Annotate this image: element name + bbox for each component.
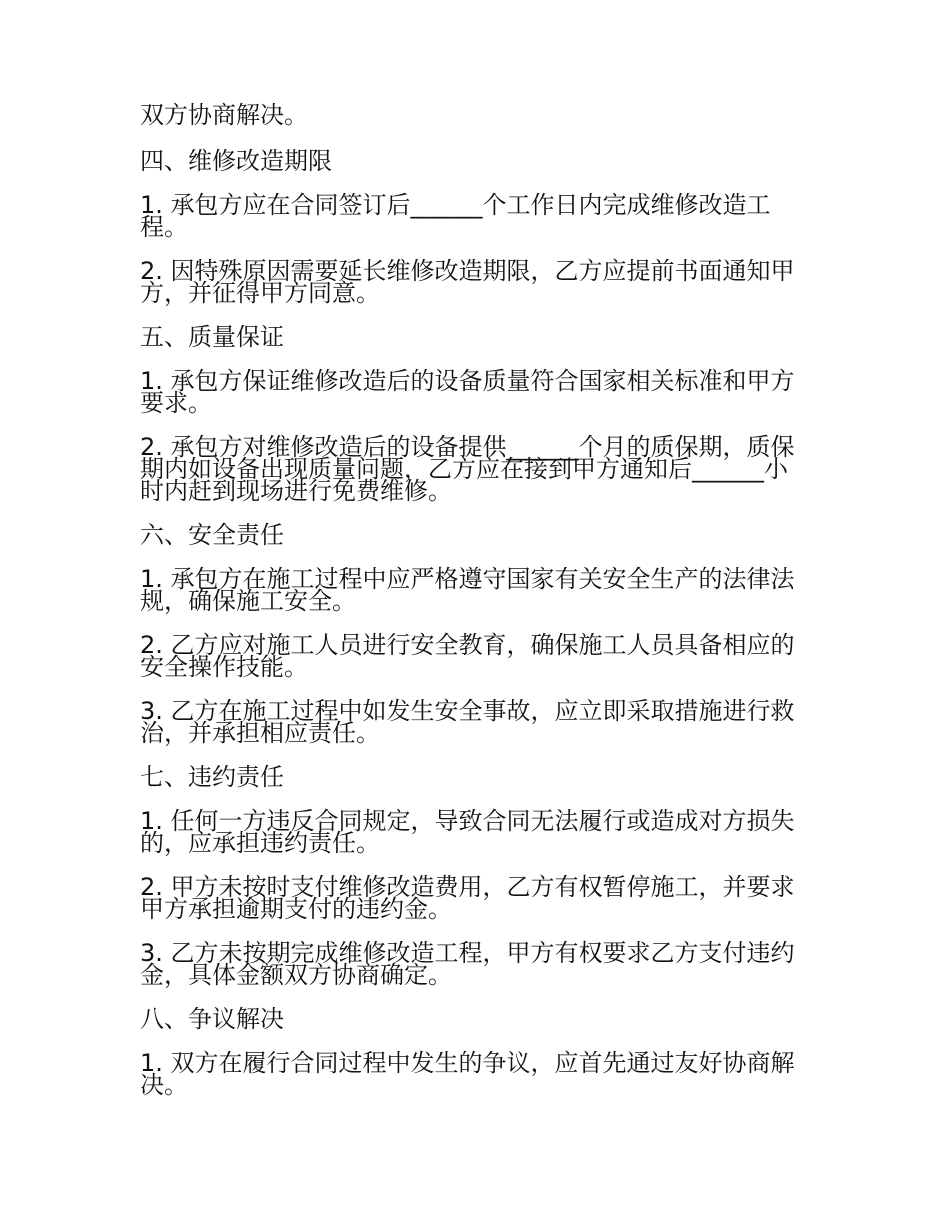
- clause: 3. 乙方在施工过程中如发生安全事故，应立即采取措施进行救治，并承担相应责任。: [140, 697, 795, 747]
- section-quality-assurance: [140, 323, 795, 505]
- clause: 3. 乙方未按期完成维修改造工程，甲方有权要求乙方支付违约金，具体金额双方协商确定。: [140, 939, 795, 989]
- section-maintenance-period: [140, 147, 795, 307]
- section-heading: 六、安全责任: [140, 521, 284, 549]
- clause: 2. 乙方应对施工人员进行安全教育，确保施工人员具备相应的安全操作技能。: [140, 631, 795, 681]
- section-heading: 七、违约责任: [140, 763, 284, 791]
- section-safety-responsibility: [140, 521, 795, 747]
- clause: 1. 承包方保证维修改造后的设备质量符合国家相关标准和甲方要求。: [140, 367, 795, 417]
- clause: 1. 任何一方违反合同规定，导致合同无法履行或造成对方损失的，应承担违约责任。: [140, 807, 795, 857]
- clause: 2. 甲方未按时支付维修改造费用，乙方有权暂停施工，并要求甲方承担逾期支付的违约金。: [140, 873, 795, 923]
- clause: 1. 双方在履行合同过程中发生的争议，应首先通过友好协商解决。: [140, 1049, 795, 1099]
- clause: 2. 因特殊原因需要延长维修改造期限，乙方应提前书面通知甲方，并征得甲方同意。: [140, 257, 795, 307]
- clause: 1. 承包方在施工过程中应严格遵守国家有关安全生产的法律法规，确保施工安全。: [140, 565, 795, 615]
- section-dispute-resolution: [140, 1005, 795, 1099]
- section-heading: 四、维修改造期限: [140, 147, 332, 175]
- continuation-text: 双方协商解决。: [140, 101, 308, 129]
- section-heading: 五、质量保证: [140, 323, 284, 351]
- section-heading: 八、争议解决: [140, 1005, 284, 1033]
- clause: 1. 承包方应在合同签订后______个工作日内完成维修改造工程。: [140, 191, 771, 241]
- section-breach-liability: [140, 763, 795, 989]
- clause: 2. 承包方对维修改造后的设备提供______个月的质保期，质保期内如设备出现质量问题，乙方应在接到甲方通知后______小时内赶到现场进行免费维修。: [140, 433, 795, 505]
- document-page: [140, 101, 795, 1118]
